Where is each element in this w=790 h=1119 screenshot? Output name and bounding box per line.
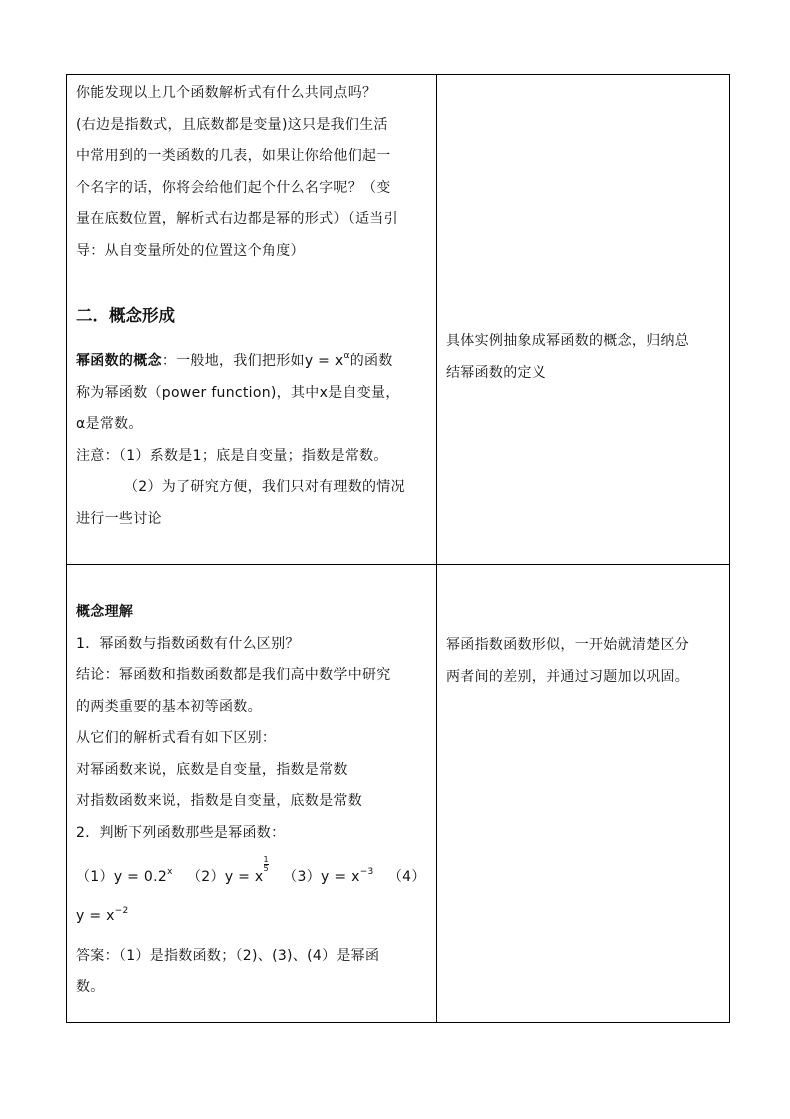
cell-design-intent-1 <box>446 326 728 389</box>
cell-design-intent-2 <box>446 630 728 693</box>
definition-line: 称为幂函数（power function)，其中x是自变量， <box>76 384 400 401</box>
column-divider <box>436 74 437 1023</box>
formula-exponent: α <box>343 351 350 361</box>
item-label: （1） <box>76 869 114 885</box>
formula-base: y = x <box>76 908 115 924</box>
item-label: （4） <box>387 869 426 885</box>
text-line: 结幂函数的定义 <box>446 364 547 381</box>
exercise-line <box>76 896 432 933</box>
text-line: 结论：幂函数和指数函数都是我们高中数学中研究 <box>76 667 391 683</box>
text-line: 对幂函数来说，底数是自变量，指数是常数 <box>76 761 348 778</box>
fraction-denominator: 5 <box>263 864 269 873</box>
definition-block <box>76 341 432 535</box>
cell-concept-formation <box>76 78 432 267</box>
text-line: 2．判断下列函数那些是幂函数： <box>76 824 286 841</box>
text-line: 个名字的话，你将会给他们起个什么名字呢？（变 <box>76 179 391 196</box>
formula-base: y = x <box>224 869 264 885</box>
item-label: （3） <box>283 869 321 885</box>
text-line: 的两类重要的基本初等函数。 <box>76 698 262 715</box>
text-line: 具体实例抽象成幂函数的概念，归纳总 <box>446 333 690 349</box>
note-line: 注意：（1）系数是1；底是自变量；指数是常数。 <box>76 447 388 464</box>
note-line: （2）为了研究方便，我们只对有理数的情况 <box>124 479 405 495</box>
text-line: 导：从自变量所处的位置这个角度） <box>76 242 305 259</box>
text-line: (右边是指数式，且底数都是变量)这只是我们生活 <box>76 116 388 133</box>
text-line: 你能发现以上几个函数解析式有什么共同点吗？ <box>76 85 377 101</box>
exercise-line <box>76 849 432 896</box>
item-label: （2） <box>187 869 225 885</box>
definition-line: α是常数。 <box>76 416 143 432</box>
formula-base: y = x <box>320 869 360 885</box>
formula-exponent: −3 <box>359 867 374 877</box>
fraction-numerator: 1 <box>263 855 269 864</box>
fraction-exponent <box>264 856 269 873</box>
note-line: 进行一些讨论 <box>76 510 162 527</box>
text-line: 1．幂函数与指数函数有什么区别？ <box>76 635 300 652</box>
text-line: 对指数函数来说，指数是自变量，底数是常数 <box>76 793 362 809</box>
definition-pre: ：一般地，我们把形如 <box>161 353 305 369</box>
definition-post: 的函数 <box>349 353 393 369</box>
cell-title: 概念理解 <box>76 604 134 620</box>
formula-exponent: x <box>167 867 173 877</box>
text-line: 量在底数位置，解析式右边都是幂的形式）（适当引 <box>76 211 398 227</box>
section-heading <box>76 302 175 326</box>
definition-term: 幂函数的概念 <box>76 353 162 369</box>
formula-base: y = 0.2 <box>113 869 168 885</box>
cell-concept-understanding <box>76 597 432 1004</box>
text-line: 从它们的解析式看有如下区别： <box>76 730 277 746</box>
answer-line: 答案：（1）是指数函数；（2)、(3)、(4）是幂函 <box>76 947 380 964</box>
definition-line <box>76 341 432 378</box>
answer-line: 数。 <box>76 979 105 995</box>
text-line: 两者间的差别，并通过习题加以巩固。 <box>446 668 690 685</box>
formula-exponent: −2 <box>114 906 129 916</box>
text-line: 中常用到的一类函数的几表，如果让你给他们起一 <box>76 148 391 164</box>
section-title: 二．概念形成 <box>76 306 175 325</box>
row-divider <box>66 564 730 565</box>
formula-base: y = x <box>304 353 344 369</box>
text-line: 幂函指数函数形似，一开始就清楚区分 <box>446 637 690 653</box>
